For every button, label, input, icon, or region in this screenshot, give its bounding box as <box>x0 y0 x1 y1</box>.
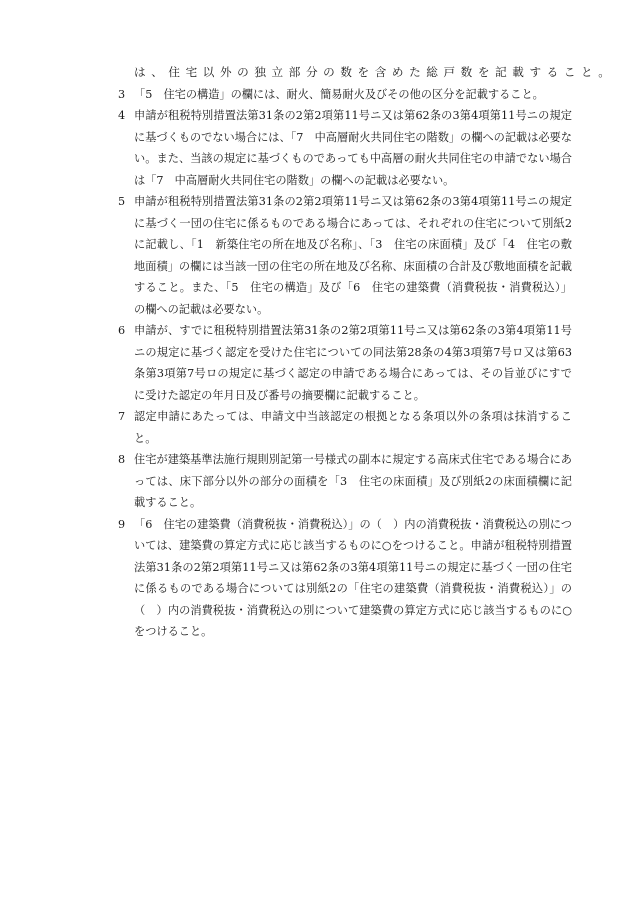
note-text: 認定申請にあたっては、申請文中当該認定の根拠となる条項以外の条項は抹消すること。 <box>134 410 572 445</box>
note-text: 申請が、すでに租税特別措置法第31条の2第2項第11号ニ又は第62条の3第4項第11号ニの規定に基づく認定を受けた住宅についての同法第28条の4第3項第7号ロ又は第63条第3項第7号ロの規定に基づく認定の申請である場合にあっては、その旨並びにすでに受けた認定の年月日及び番号の摘要欄に記載すること。 <box>134 324 572 402</box>
note-number: 4 <box>118 109 126 122</box>
note-item-9 <box>118 514 572 643</box>
note-item-6 <box>118 320 572 406</box>
continuation-text: は、住宅以外の独立部分の数を含めた総戸数を記載すること。 <box>134 65 616 79</box>
note-text: 「6 住宅の建築費（消費税抜・消費税込）」の（ ）内の消費税抜・消費税込の別については、建築費の算定方式に応じ該当するものに○をつけること。申請が租税特別措置法第31条の2第2項第11号ニ又は第62条の3第4項第11号ニの規定に基づく一団の住宅に係るものである場合については別紙2の「住宅の建築費（消費税抜・消費税込）」の（ ）内の消費税抜・消費税込の別について建築費の算定方式に応じ該当するものに○をつけること。 <box>134 517 572 638</box>
note-number: 9 <box>118 517 126 531</box>
note-number: 7 <box>118 410 126 423</box>
note-text: 住宅が建築基準法施行規則別記第一号様式の副本に規定する高床式住宅である場合にあっては、床下部分以外の部分の面積を「3 住宅の床面積」及び別紙2の床面積欄に記載すること。 <box>134 453 572 509</box>
note-item-3 <box>118 84 572 106</box>
note-item-8 <box>118 449 572 514</box>
note-item-4 <box>118 105 572 191</box>
note-number: 8 <box>118 453 126 466</box>
note-text: 申請が租税特別措置法第31条の2第2項第11号ニ又は第62条の3第4項第11号ニの規定に基づくものでない場合には、「7 中高層耐火共同住宅の階数」の欄への記載は必要ない。また、当該の規定に基づくものであっても中高層の耐火共同住宅の申請でない場合は「7 中高層耐火共同住宅の階数」の欄への記載は必要ない。 <box>134 109 572 187</box>
note-item-5 <box>118 191 572 320</box>
note-text: 申請が租税特別措置法第31条の2第2項第11号ニ又は第62条の3第4項第11号ニの規定に基づく一団の住宅に係るものである場合にあっては、それぞれの住宅について別紙2に記載し、「1 新築住宅の所在地及び名称」、「3 住宅の床面積」及び「4 住宅の敷地面積」の欄には当該一団の住宅の所在地及び名称、床面積の合計及び敷地面積を記載すること。また、「5 住宅の構造」及び「6 住宅の建築費（消費税抜・消費税込）」の欄への記載は必要ない。 <box>134 195 572 316</box>
document-page <box>118 62 616 643</box>
note-number: 3 <box>118 87 126 101</box>
note-item-7 <box>118 406 572 449</box>
note-text: 「5 住宅の構造」の欄には、耐火、簡易耐火及びその他の区分を記載すること。 <box>134 87 544 101</box>
note-number: 5 <box>118 195 126 208</box>
note-number: 6 <box>118 324 126 337</box>
